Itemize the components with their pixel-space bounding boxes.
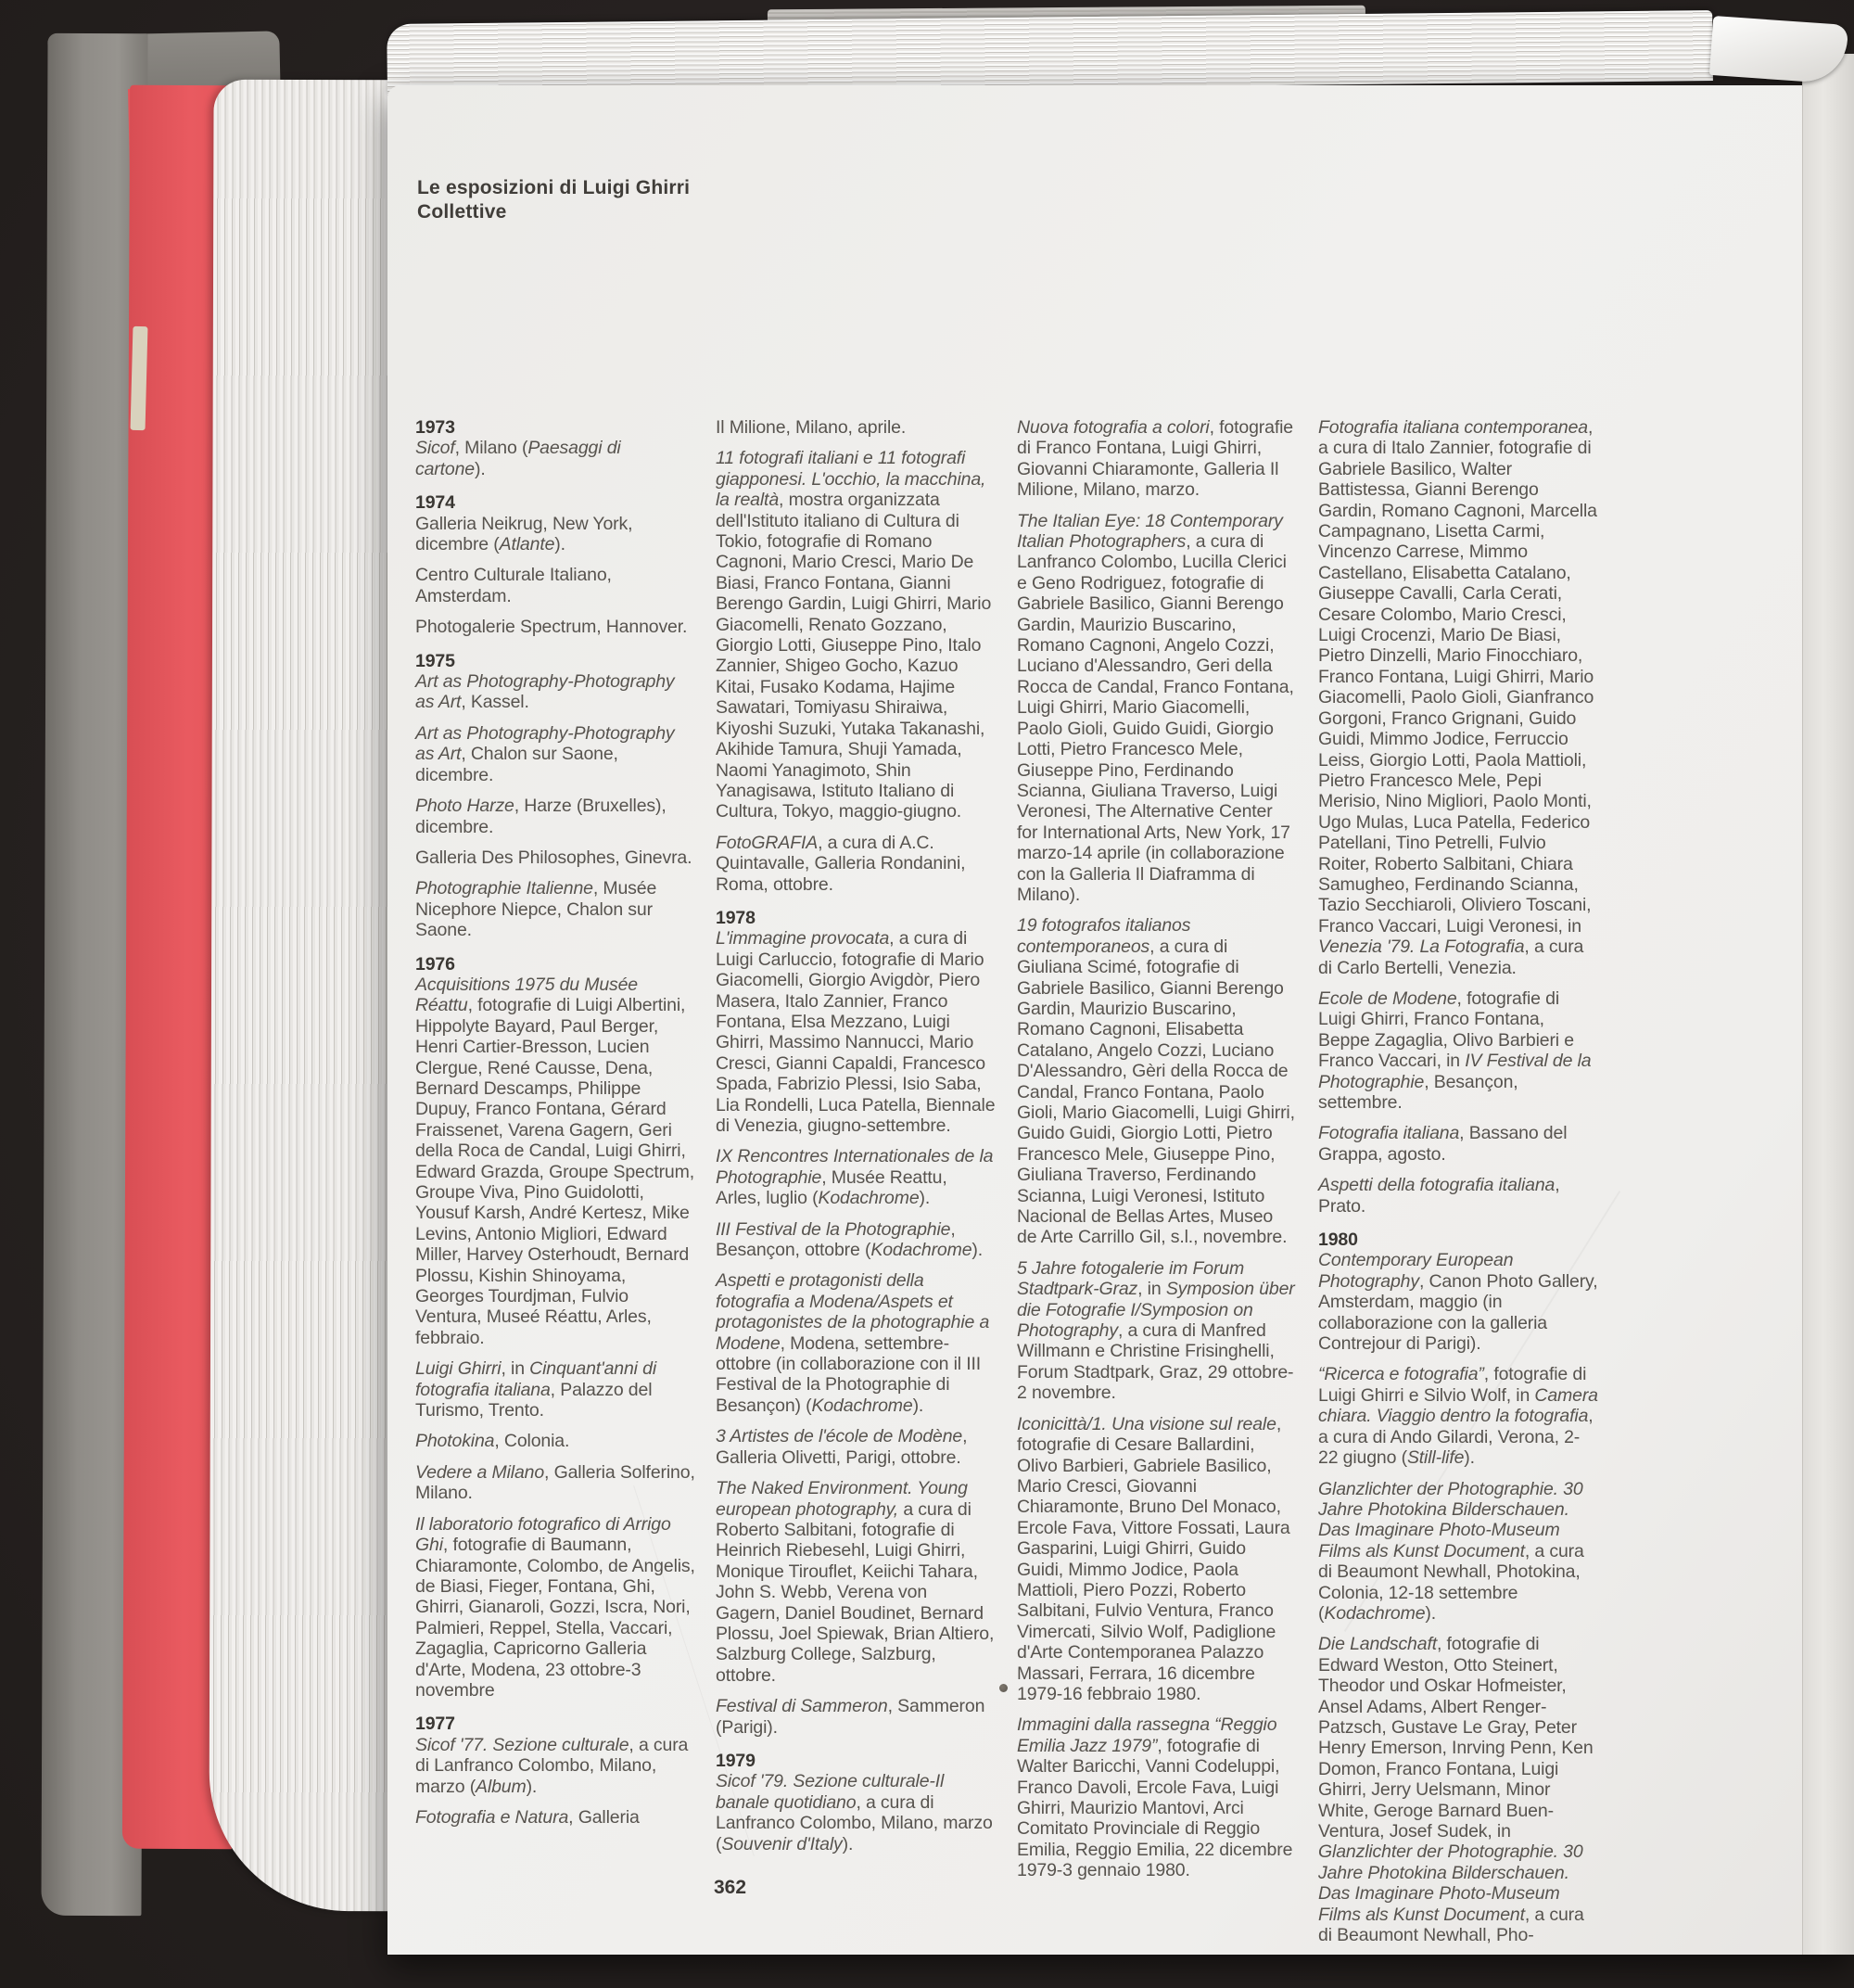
exhibition-entry: Aspetti e protagonisti della fotografia a Modena/Aspets et protagonistes de la photographie a Modene, Modena, settembre-ottobre (in collaborazione con il III Festival de la Photographie di Besançon) (Kodachrome). xyxy=(716,1270,990,1416)
exhibition-entry: The Naked Environment. Young european photography, a cura di Roberto Salbitani, fotografie di Heinrich Riebesehl, Luigi Ghirri, Monique Tirouflet, Keiichi Tahara, John S. Webb, Verena von Gagern, Daniel Boudinet, Bernard Plossu, Joel Spiewak, Brian Altiero, Salzburg College, Salzburg, ottobre. xyxy=(716,1478,995,1686)
exhibition-entry: Die Landschaft, fotografie di Edward Weston, Otto Steinert, Theodor und Oskar Hofmeister, Ansel Adams, Albert Renger-Patzsch, Gustave Le Gray, Peter Henry Emerson, Inrving Penn, Ken Domon, Franco Fontana, Luigi Ghirri, Jerry Uelsmann, Minor White, Geroge Barnard Buen-Ventura, Josef Sudek, in Glanzlichter der Photographie. 30 Jahre Photokina Bilderschauen. Das Imaginare Photo-Museum Films als Kunst Document, a cura di Beaumont Newhall, Pho- xyxy=(1318,1634,1594,1946)
book-page xyxy=(387,85,1854,1955)
exhibition-entry: Sicof '77. Sezione culturale, a cura di Lanfranco Colombo, Milano, marzo (Album). xyxy=(415,1734,689,1797)
ink-speck xyxy=(999,1684,1008,1692)
year-heading: 1976 xyxy=(415,953,455,975)
bookmark-sliver xyxy=(131,326,148,430)
exhibition-entry: Photokina, Colonia. xyxy=(415,1431,570,1452)
page-corner-curl xyxy=(1709,16,1848,84)
exhibition-entry: Centro Culturale Italiano, Amsterdam. xyxy=(415,565,612,606)
year-heading: 1974 xyxy=(415,492,455,514)
exhibition-entry: “Ricerca e fotografia”, fotografie di Luigi Ghirri e Silvio Wolf, in Camera chiara. Viaggio dentro la fotografia, a cura di Ando Gilardi, Verona, 2-22 giugno (Still-life). xyxy=(1318,1364,1598,1469)
year-heading: 1975 xyxy=(415,650,455,671)
exhibition-entry: Contemporary European Photography, Canon Photo Gallery, Amsterdam, maggio (in collaborazione con la galleria Contrejour di Parigi). xyxy=(1318,1250,1598,1355)
exhibition-entry: Photogalerie Spectrum, Hannover. xyxy=(415,617,688,638)
section-title-line1: Le esposizioni di Luigi Ghirri xyxy=(417,177,691,198)
year-heading: 1978 xyxy=(716,907,756,928)
text-column-4 xyxy=(1318,417,1598,1955)
exhibition-entry: Festival di Sammeron, Sammeron (Parigi). xyxy=(716,1696,985,1738)
page-stack-left-edges xyxy=(209,80,406,1912)
section-title-line2: Collettive xyxy=(417,201,507,223)
page-block-right-edge xyxy=(1802,54,1854,1955)
text-column-1 xyxy=(415,417,695,1838)
exhibition-entry: The Italian Eye: 18 Contemporary Italian Photographers, a cura di Lanfranco Colombo, Lucilla Clerici e Geno Rodriguez, fotografie di Gabriele Basilico, Gianni Berengo Gardin, Maurizio Buscarino, Romano Cagnoni, Angelo Cozzi, Luciano d'Alessandro, Geri della Rocca de Candal, Franco Fontana, Luigi Ghirri, Mario Giacomelli, Paolo Gioli, Guido Guidi, Giorgio Lotti, Pietro Francesco Mele, Giuseppe Pino, Ferdinando Scianna, Giuliana Traverso, Luigi Veronesi, The Alternative Center for International Arts, New York, 17 marzo-14 aprile (in collaborazione con la Galleria Il Diaframma di Milano). xyxy=(1017,510,1294,905)
exhibition-entry: Galleria Des Philosophes, Ginevra. xyxy=(415,847,692,868)
exhibition-entry: L'immagine provocata, a cura di Luigi Carluccio, fotografie di Mario Giacomelli, Giorgio Avigdòr, Piero Masera, Italo Zannier, Franco Fontana, Elsa Mezzano, Luigi Ghirri, Massimo Nannucci, Mario Cresci, Gianni Capaldi, Francesco Spada, Fabrizio Plessi, Isio Saba, Lia Rondelli, Luca Patella, Biennale di Venezia, giugno-settembre. xyxy=(716,928,996,1136)
exhibition-entry: III Festival de la Photographie, Besançon, ottobre (Kodachrome). xyxy=(716,1218,984,1261)
exhibition-entry: Art as Photography-Photography as Art, Kassel. xyxy=(415,671,675,713)
exhibition-entry: Photographie Italienne, Musée Nicephore Niepce, Chalon sur Saone. xyxy=(415,878,657,941)
year-heading: 1980 xyxy=(1318,1230,1358,1251)
exhibition-entry: Art as Photography-Photography as Art, Chalon sur Saone, dicembre. xyxy=(415,722,675,785)
year-heading: 1979 xyxy=(716,1750,756,1771)
exhibition-entry: FotoGRAFIA, a cura di A.C. Quintavalle, Galleria Rondanini, Roma, ottobre. xyxy=(716,832,966,895)
exhibition-entry: Fotografia italiana, Bassano del Grappa, agosto. xyxy=(1318,1123,1568,1165)
exhibition-entry: Vedere a Milano, Galleria Solferino, Milano. xyxy=(415,1461,695,1504)
section-title xyxy=(417,176,806,224)
exhibition-entry: Galleria Neikrug, New York, dicembre (Atlante). xyxy=(415,513,633,555)
exhibition-entry: 19 fotografos italianos contemporaneos, a cura di Giuliana Scimé, fotografie di Gabriele Basilico, Gianni Berengo Gardin, Maurizio Buscarino, Romano Cagnoni, Elisabetta Catalano, Angelo Cozzi, Luciano D'Alessandro, Gèri della Rocca de Candal, Franco Fontana, Paolo Gioli, Mario Giacomelli, Luigi Ghirri, Guido Guidi, Giorgio Lotti, Pietro Francesco Mele, Giuseppe Pino, Giuliana Traverso, Ferdinando Scianna, Luigi Veronesi, Istituto Nacional de Bellas Artes, Museo de Arte Carrillo Gil, s.l., novembre. xyxy=(1017,915,1295,1248)
exhibition-entry: Immagini dalla rassegna “Reggio Emilia Jazz 1979”, fotografie di Walter Baricchi, Vanni Codeluppi, Franco Davoli, Ercole Fava, Luigi Ghirri, Maurizio Mantovi, Arci Comitato Provinciale di Reggio Emilia, Reggio Emilia, 22 dicembre 1979-3 gennaio 1980. xyxy=(1017,1714,1293,1881)
exhibition-entry: Sicof '79. Sezione culturale-Il banale quotidiano, a cura di Lanfranco Colombo, Milano, marzo (Souvenir d'Italy). xyxy=(716,1771,993,1854)
exhibition-entry: Nuova fotografia a colori, fotografie di Franco Fontana, Luigi Ghirri, Giovanni Chiaramonte, Galleria Il Milione, Milano, marzo. xyxy=(1017,417,1293,501)
year-heading: 1973 xyxy=(415,417,455,438)
exhibition-entry: Il Milione, Milano, aprile. xyxy=(716,417,907,438)
exhibition-entry: Aspetti della fotografia italiana, Prato. xyxy=(1318,1175,1560,1217)
exhibition-entry: Fotografia e Natura, Galleria xyxy=(415,1806,640,1828)
year-heading: 1977 xyxy=(415,1714,455,1735)
exhibition-entry: Sicof, Milano (Paesaggi di cartone). xyxy=(415,438,621,479)
page-number: 362 xyxy=(714,1877,747,1898)
exhibition-entry: Glanzlichter der Photographie. 30 Jahre Photokina Bilderschauen. Das Imaginare Photo-Museum Films als Kunst Document, a cura di Beaumont Newhall, Photokina, Colonia, 12-18 settembre (Kodachrome). xyxy=(1318,1478,1584,1624)
exhibition-entry: 11 fotografi italiani e 11 fotografi giapponesi. L'occhio, la macchina, la realtà, mostra organizzata dell'Istituto italiano di Cultura di Tokio, fotografie di Romano Cagnoni, Mario Cresci, Mario De Biasi, Franco Fontana, Gianni Berengo Gardin, Luigi Ghirri, Mario Giacomelli, Renato Gozzano, Giorgio Lotti, Giuseppe Pino, Italo Zannier, Shigeo Gocho, Kazuo Kitai, Fusako Kodama, Hajime Sawatari, Tomiyasu Shiraiwa, Kiyoshi Suzuki, Yutaka Takanashi, Akihide Tamura, Shuji Yamada, Naomi Yanagimoto, Shin Yanagisawa, Istituto Italiano di Cultura, Tokyo, maggio-giugno. xyxy=(716,448,992,822)
exhibition-entry: Iconicittà/1. Una visione sul reale, fotografie di Cesare Ballardini, Olivo Barbieri, Gabriele Basilico, Mario Cresci, Giovanni Chiaramonte, Bruno Del Monaco, Ercole Fava, Vittore Fossati, Laura Gasparini, Luigi Ghirri, Guido Guidi, Mimmo Jodice, Paola Mattioli, Piero Pozzi, Roberto Salbitani, Fulvio Ventura, Franco Vimercati, Silvio Wolf, Padiglione d'Arte Contemporanea Palazzo Massari, Ferrara, 16 dicembre 1979-16 febbraio 1980. xyxy=(1017,1413,1290,1704)
exhibition-entry: Ecole de Modene, fotografie di Luigi Ghirri, Franco Fontana, Beppe Zagaglia, Olivo Barbieri e Franco Vaccari, in IV Festival de la Photographie, Besançon, settembre. xyxy=(1318,988,1592,1113)
exhibition-entry: Luigi Ghirri, in Cinquant'anni di fotografia italiana, Palazzo del Turismo, Trento. xyxy=(415,1358,657,1421)
exhibition-entry: Il laboratorio fotografico di Arrigo Ghi, fotografie di Baumann, Chiaramonte, Colombo, de Angelis, de Biasi, Fieger, Fontana, Ghi, Ghirri, Gianaroli, Gozzi, Iscra, Nori, Palmieri, Reppel, Stella, Vaccari, Zagaglia, Capricorno Galleria d'Arte, Modena, 23 ottobre-3 novembre xyxy=(415,1513,695,1701)
text-column-2 xyxy=(716,417,996,1865)
text-column-3 xyxy=(1017,417,1297,1892)
exhibition-entry: 3 Artistes de l'école de Modène, Galleria Olivetti, Parigi, ottobre. xyxy=(716,1426,968,1468)
exhibition-entry: Photo Harze, Harze (Bruxelles), dicembre. xyxy=(415,796,667,837)
page-stack-top-edges xyxy=(387,10,1713,95)
exhibition-entry: Acquisitions 1975 du Musée Réattu, fotografie di Luigi Albertini, Hippolyte Bayard, Paul Berger, Henri Cartier-Bresson, Lucien Clergue, René Causse, Dena, Bernard Descamps, Philippe Dupuy, Franco Fontana, Gérard Fraissenet, Varena Gagern, Geri della Roca de Candal, Luigi Ghirri, Edward Grazda, Groupe Spectrum, Groupe Viva, Pino Guidolotti, Yousuf Karsh, André Kertesz, Mike Levins, Antonio Migliori, Edward Miller, Harvey Osterhoudt, Bernard Plossu, Kishin Shinoyama, Georges Tourdjman, Fulvio Ventura, Museé Réattu, Arles, febbraio. xyxy=(415,974,694,1348)
exhibition-entry: IX Rencontres Internationales de la Photographie, Musée Reattu, Arles, luglio (Kodachrome). xyxy=(716,1146,994,1209)
exhibition-entry: Fotografia italiana contemporanea, a cura di Italo Zannier, fotografie di Gabriele Basilico, Walter Battistessa, Gianni Berengo Gardin, Romano Cagnoni, Marcella Campagnano, Lisetta Carmi, Vincenzo Carrese, Mimmo Castellano, Elisabetta Catalano, Giuseppe Cavalli, Carla Cerati, Cesare Colombo, Mario Cresci, Luigi Crocenzi, Mario De Biasi, Pietro Dinzelli, Mario Finocchiaro, Franco Fontana, Luigi Ghirri, Mario Giacomelli, Paolo Gioli, Gianfranco Gorgoni, Franco Grignani, Guido Guidi, Mimmo Jodice, Ferruccio Leiss, Giorgio Lotti, Paola Mattioli, Pietro Francesco Mele, Pepi Merisio, Nino Migliori, Paolo Monti, Ugo Mulas, Luca Patella, Federico Patellani, Tino Petrelli, Fulvio Roiter, Roberto Salbitani, Chiara Samugheo, Ferdinando Scianna, Tazio Secchiaroli, Oliviero Toscani, Franco Vaccari, Luigi Veronesi, in Venezia '79. La Fotografia, a cura di Carlo Bertelli, Venezia. xyxy=(1318,417,1597,978)
exhibition-entry: 5 Jahre fotogalerie im Forum Stadtpark-Graz, in Symposion über die Fotografie I/Symposion on Photography, a cura di Manfred Willmann e Christine Frisinghelli, Forum Stadtpark, Graz, 29 ottobre-2 novembre. xyxy=(1017,1257,1295,1404)
